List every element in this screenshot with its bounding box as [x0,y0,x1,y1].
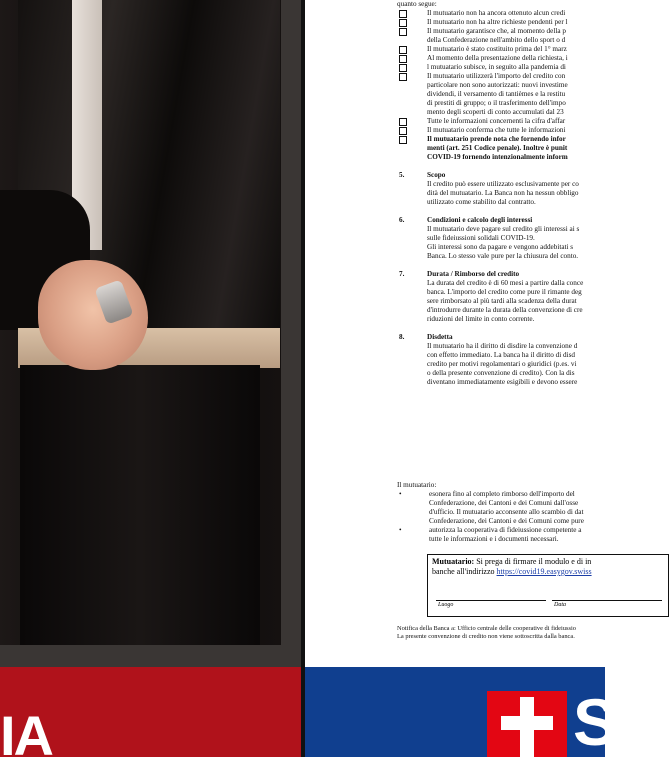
blue-banner-text: S [573,685,618,759]
checkbox-item[interactable]: l mutuatario subisce, in seguito alla pandemia di [397,63,657,72]
section-body [397,216,657,261]
checkbox-item-continuation: particolare non sono autorizzati: nuovi investime [427,81,568,89]
section-line: credito per motivi regolamentari o giuridici (p.es. vi [427,360,577,368]
footnote-2: La presente convenzione di credito non viene sottoscritta dalla banca. [397,633,575,640]
checkbox-item[interactable]: Il mutuatario garantisce che, al momento della p [397,27,657,36]
section-5 [397,171,657,207]
section-title: Scopo [427,171,446,179]
signature-label: Mutuatario: [432,557,475,566]
signature-text-2: banche all'indirizzo [432,567,497,576]
credit-agreement-document [397,0,657,544]
section-line: Il mutuatario deve pagare sul credito gli interessi ai s [427,225,580,233]
section-number: 6. [399,216,405,224]
section-line: con effetto immediato. La banca ha il diritto di disd [427,351,575,359]
checkbox-item-continuation: COVID-19 fornendo intenzionalmente inform [427,153,568,161]
red-banner-text: IA [0,704,52,767]
clasped-hands [38,260,148,370]
section-line: Gli interessi sono da pagare e vengono addebitati s [427,243,574,251]
photo-panel [0,0,303,767]
signature-instructions [432,557,592,577]
checkbox-item[interactable]: Il mutuatario prende nota che fornendo infor [397,135,657,144]
section-line: dità del mutuatario. La Banca non ha nessun obbligo [427,189,579,197]
bullet-line: Confederazione, dei Cantoni e dei Comuni dall'osse [429,499,579,507]
checkbox-item[interactable]: Il mutuatario conferma che tutte le informazioni [397,126,657,135]
signature-box [427,554,669,617]
section-title: Disdetta [427,333,453,341]
place-line [436,600,546,601]
red-banner [0,667,303,767]
section-line: La durata del credito è di 60 mesi a partire dalla conce [427,279,584,287]
section-number: 7. [399,270,405,278]
checkbox-list [397,9,657,135]
section-line: Il credito può essere utilizzato esclusivamente per co [427,180,579,188]
section-8 [397,333,657,387]
section-number: 5. [399,171,405,179]
date-label: Data [554,602,566,608]
section-line: Il mutuatario ha il diritto di disdire la convenzione d [427,342,578,350]
section-title: Durata / Rimborso del credito [427,270,520,278]
section-line: utilizzato come stabilito dal contratto. [427,198,536,206]
section-6 [397,216,657,261]
bullet-line: d'ufficio. Il mutuatario acconsente allo scambio di dat [429,508,584,516]
easygov-link[interactable]: https://covid19.easygov.swiss [496,567,592,576]
date-line [552,600,662,601]
section-line: banca. L'importo del credito come pure il rimante deg [427,288,582,296]
section-body [397,171,657,207]
section-body [397,333,657,387]
bullet-line: • esonera fino al completo rimborso dell'importo del [397,490,657,499]
checkbox-item-continuation: dividendi, il versamento di tantièmes e la restitu [427,90,566,98]
checkbox-item-continuation: menti (art. 251 Codice penale). Inoltre è punit [427,144,568,152]
section-body [397,270,657,324]
bullet-line: • autorizza la cooperativa di fideiussione competente a [397,526,657,535]
section-line: riduzioni del limite in conto corrente. [427,315,535,323]
signature-text: Si prega di firmare il modulo e di in [474,557,592,566]
bullet-line: tutte le informazioni e i documenti necessari. [429,535,559,543]
footnote-1: Notifica della Banca a: Ufficio centrale delle cooperative di fideiussio [397,625,576,632]
spacer [397,387,657,481]
bold-checkbox-item [397,135,657,162]
section-7 [397,270,657,324]
checkbox-item[interactable]: Il mutuatario utilizzerà l'importo del credito con [397,72,657,81]
bullet-line: Confederazione, dei Cantoni e dei Comuni come pure [429,517,584,525]
checkbox-item-continuation: di prestiti di gruppo; o il trasferimento dell'impo [427,99,566,107]
section-line: diventano immediatamente esigibili e devono essere [427,378,578,386]
flag-cross-vertical [520,697,534,757]
section-line: o della presente convenzione di credito). Con la dis [427,369,575,377]
doc-intro: quanto segue: [397,0,437,8]
document-sections [397,171,657,387]
place-label: Luogo [438,602,454,608]
swiss-flag-icon [487,691,567,757]
checkbox-item[interactable]: Il mutuatario è stato costituito prima del 1° marz [397,45,657,54]
mutuatario-bullets [397,490,657,544]
mutuatario-label: Il mutuatario: [397,481,437,489]
checkbox-item-continuation: mento degli scoperti di conto accumulati dal 23 [427,108,564,116]
footnotes [397,625,576,641]
checkbox-item[interactable]: Al momento della presentazione della richiesta, i [397,54,657,63]
document-panel [305,0,605,667]
section-title: Condizioni e calcolo degli interessi [427,216,533,224]
section-number: 8. [399,333,405,341]
checkbox-item[interactable]: Il mutuatario non ha altre richieste pendenti per l [397,18,657,27]
checkbox-item[interactable]: Il mutuatario non ha ancora ottenuto alcun credi [397,9,657,18]
photo-woman-black-jacket [0,0,281,645]
section-line: sere rimborsato al più tardi alla scadenza della durat [427,297,577,305]
checkbox-item[interactable]: Tutte le informazioni concernenti la cifra d'affar [397,117,657,126]
black-trousers [20,365,260,645]
section-line: sulle fideiussioni solidali COVID-19. [427,234,535,242]
checkbox-item-continuation: della Confederazione nell'ambito dello sport o d [427,36,566,44]
blue-banner [305,667,618,759]
section-line: Banca. Lo stesso vale pure per la chiusura del conto. [427,252,579,260]
section-line: d'introdurre durante la durata della convenzione di cre [427,306,583,314]
